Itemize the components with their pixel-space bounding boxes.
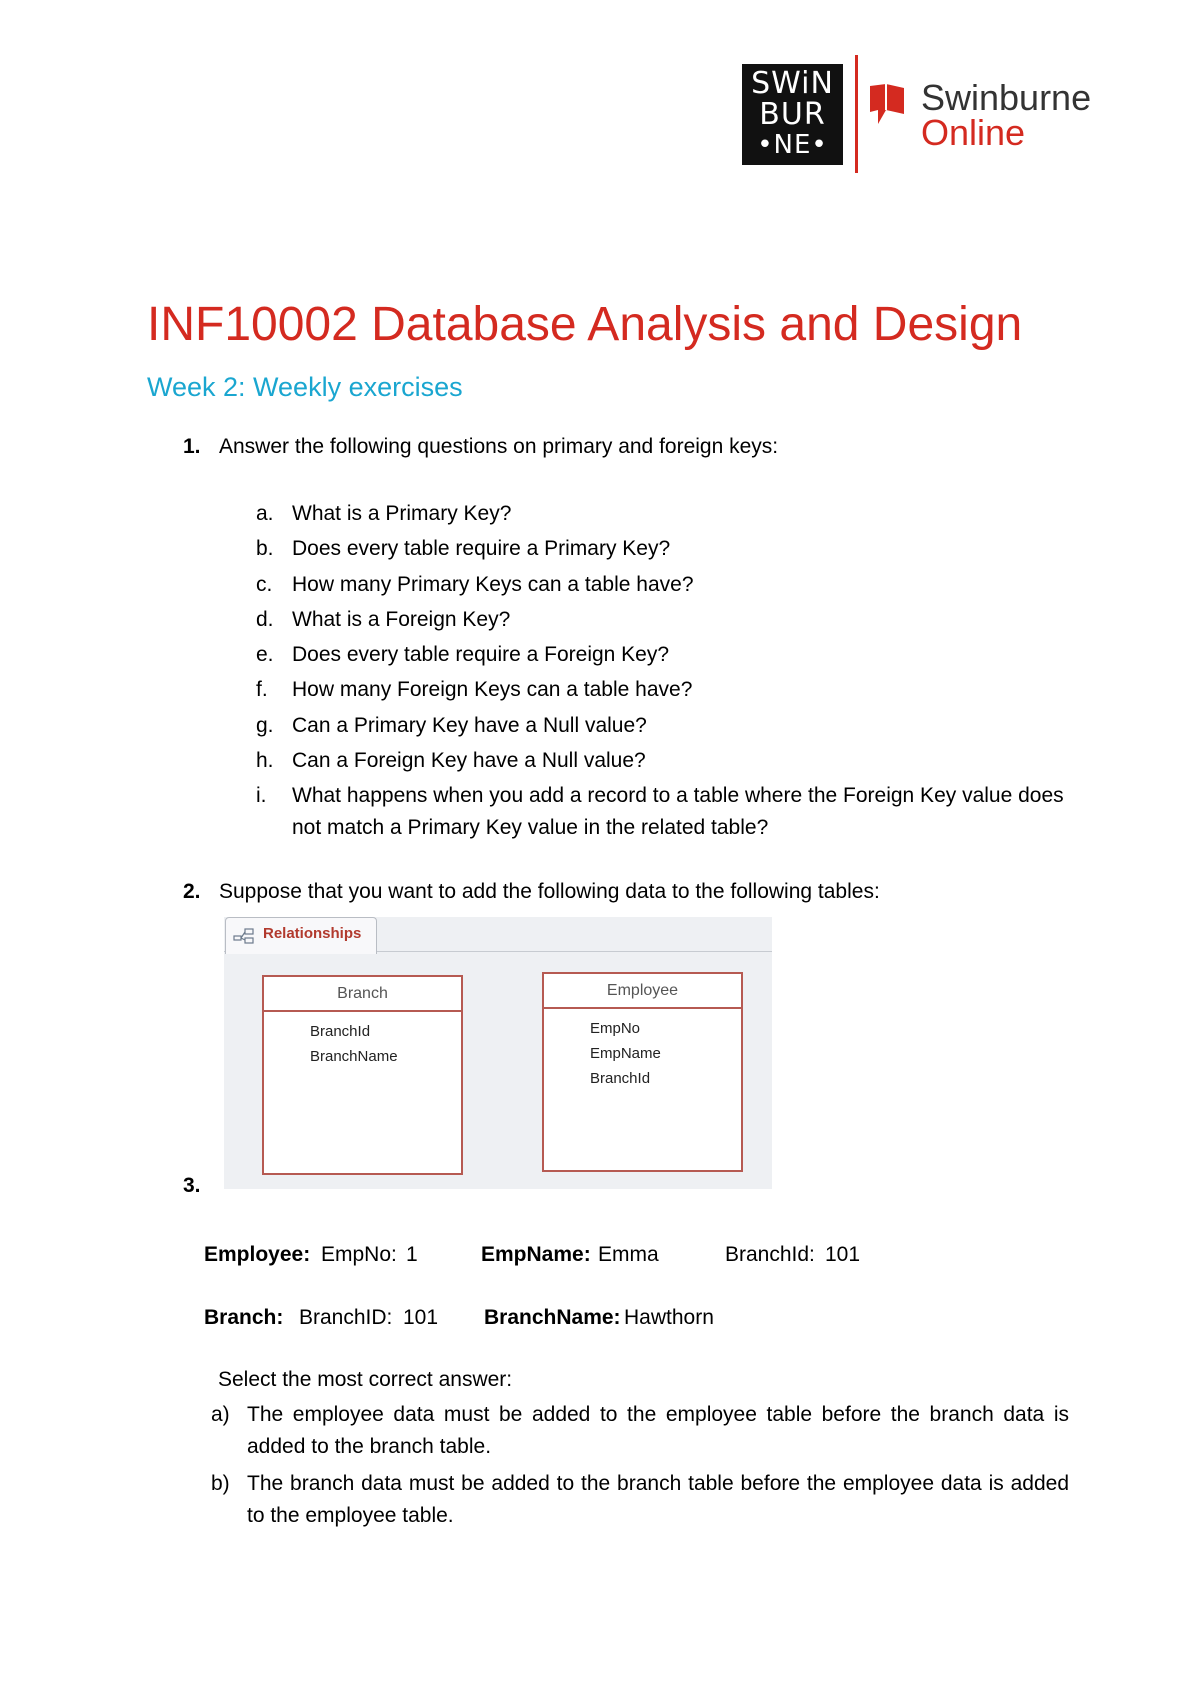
- list-item: What is a Primary Key?: [292, 502, 512, 525]
- logo-line-2: BUR: [759, 97, 826, 132]
- branchid-label: BranchID:: [299, 1306, 393, 1329]
- answer-option-b[interactable]: The branch data must be added to the branch table before the employee data is added to the employee table.: [247, 1472, 1069, 1527]
- list-item: What happens when you add a record to a table where the Foreign Key value does not match a Primary Key value in the related table?: [292, 784, 1064, 839]
- tab-label: Relationships: [263, 925, 362, 942]
- option-letter: a): [211, 1403, 230, 1426]
- list-item: How many Primary Keys can a table have?: [292, 573, 694, 596]
- list-item: Can a Foreign Key have a Null value?: [292, 749, 646, 772]
- question-1-text: Answer the following questions on primary and foreign keys:: [219, 435, 779, 458]
- speech-bubble-icon: [866, 80, 912, 130]
- employee-label: Employee:: [204, 1243, 311, 1266]
- list-item-letter: b.: [256, 537, 274, 560]
- question-3-number: 3.: [183, 1174, 201, 1197]
- page-title: INF10002 Database Analysis and Design: [147, 298, 1023, 351]
- empname-label: EmpName:: [481, 1243, 591, 1266]
- empname-value: Emma: [598, 1243, 659, 1266]
- answer-prompt: Select the most correct answer:: [218, 1368, 513, 1391]
- branchname-label: BranchName:: [484, 1306, 621, 1329]
- list-item-letter: e.: [256, 643, 274, 666]
- list-item: Does every table require a Foreign Key?: [292, 643, 670, 666]
- employee-table-title: Employee: [544, 974, 741, 1009]
- question-1-number: 1.: [183, 435, 201, 458]
- branch-table-title: Branch: [264, 977, 461, 1012]
- option-letter: b): [211, 1472, 230, 1495]
- answer-option-a[interactable]: The employee data must be added to the employee table before the branch data is added to the branch table.: [247, 1403, 1069, 1458]
- question-2-text: Suppose that you want to add the following data to the following tables:: [219, 880, 880, 903]
- branchid-label: BranchId:: [725, 1243, 815, 1266]
- list-item-letter: g.: [256, 714, 274, 737]
- list-item-letter: c.: [256, 573, 273, 596]
- swinburne-logo: [742, 64, 843, 165]
- list-item: Can a Primary Key have a Null value?: [292, 714, 647, 737]
- list-item-letter: i.: [256, 784, 267, 807]
- list-item-letter: h.: [256, 749, 274, 772]
- branch-label: Branch:: [204, 1306, 284, 1329]
- logo-line-3: •NE•: [757, 130, 828, 160]
- table-field: BranchId: [310, 1023, 371, 1040]
- branch-table[interactable]: [262, 975, 463, 1175]
- brand-subname: Online: [921, 112, 1026, 153]
- employee-table[interactable]: [542, 972, 743, 1172]
- brand-name: Swinburne: [921, 77, 1092, 118]
- list-item-letter: d.: [256, 608, 274, 631]
- list-item: How many Foreign Keys can a table have?: [292, 678, 693, 701]
- empno-value: 1: [406, 1243, 418, 1266]
- branchid-value: 101: [825, 1243, 861, 1266]
- relationships-icon: [233, 927, 255, 945]
- table-field: BranchId: [590, 1070, 651, 1087]
- table-field: EmpNo: [590, 1020, 641, 1037]
- table-field: BranchName: [310, 1048, 398, 1065]
- list-item-letter: a.: [256, 502, 274, 525]
- list-item: What is a Foreign Key?: [292, 608, 511, 631]
- branchname-value: Hawthorn: [624, 1306, 714, 1329]
- table-field: EmpName: [590, 1045, 661, 1062]
- branchid-value: 101: [403, 1306, 439, 1329]
- question-2-number: 2.: [183, 880, 201, 903]
- empno-label: EmpNo:: [321, 1243, 397, 1266]
- list-item: Does every table require a Primary Key?: [292, 537, 671, 560]
- list-item-letter: f.: [256, 678, 268, 701]
- logo-line-1: SWiN: [751, 66, 834, 101]
- logo-divider: [855, 55, 858, 173]
- page-subtitle: Week 2: Weekly exercises: [147, 372, 463, 402]
